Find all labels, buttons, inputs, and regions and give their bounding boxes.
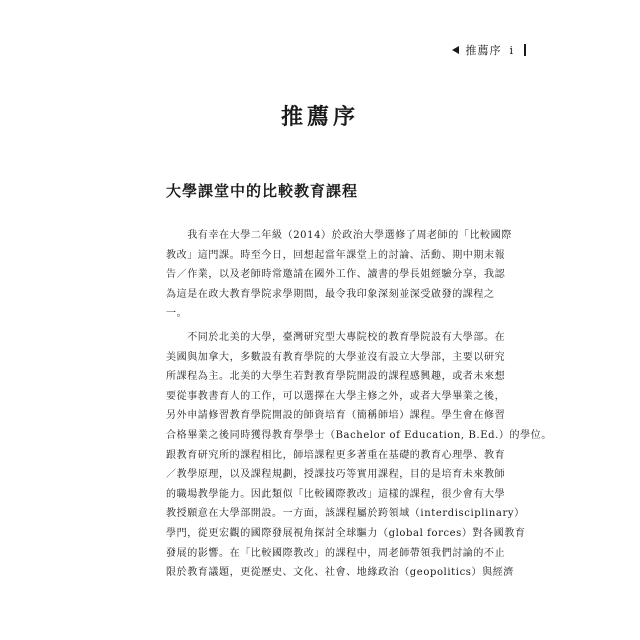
text-line: 要從事教書育人的工作，可以選擇在大學主修之外，或者大學畢業之後， bbox=[166, 390, 506, 402]
text-line: 為這是在政大教育學院求學期間，最令我印象深刻並深受啟發的課程之 bbox=[166, 288, 495, 300]
text-line: 另外申請修習教育學院開設的師資培育（簡稱師培）課程。學生會在修習 bbox=[166, 410, 506, 422]
text-line: 一。 bbox=[166, 308, 188, 320]
running-header bbox=[452, 42, 526, 58]
running-title: 推薦序 bbox=[465, 44, 502, 57]
body-text bbox=[166, 226, 552, 587]
text-line: 限於教育議題，更從歷史、文化、社會、地緣政治（geopolitics）與經濟 bbox=[166, 567, 514, 579]
text-line: 發展的影響。在「比較國際教改」的課程中，周老師帶領我們討論的不止 bbox=[166, 547, 506, 559]
page-title: 推薦序 bbox=[280, 105, 359, 130]
text-line: 學門，從更宏觀的國際發展視角探討全球驅力（global forces）對各國教育 bbox=[166, 527, 526, 539]
paragraph bbox=[166, 226, 512, 324]
text-line: 的職場教學能力。因此類似「比較國際教改」這樣的課程，很少會有大學 bbox=[166, 488, 506, 500]
paragraph bbox=[166, 328, 552, 583]
text-line: 所課程為主。北美的大學生若對教育學院開設的課程感興趣，或者未來想 bbox=[166, 371, 506, 383]
text-line: 我有幸在大學二年級（2014）於政治大學選修了周老師的「比較國際 bbox=[166, 230, 512, 241]
section-heading: 大學課堂中的比較教育課程 bbox=[166, 182, 359, 200]
text-line: 合格畢業之後同時獲得教育學學士（Bachelor of Education, B.Ed.）的學位。 bbox=[166, 429, 552, 441]
triangle-left-icon bbox=[452, 46, 459, 54]
text-line: 教改」這門課。時至今日，回想起當年課堂上的討論、活動、期中期末報 bbox=[166, 249, 506, 261]
text-line: 美國與加拿大，多數設有教育學院的大學並沒有設立大學部，主要以研究 bbox=[166, 351, 506, 363]
text-line: 不同於北美的大學，臺灣研究型大專院校的教育學院設有大學部。在 bbox=[166, 331, 506, 343]
text-line: 教授願意在大學部開設。一方面，該課程屬於跨領域（interdisciplinary） bbox=[166, 508, 525, 520]
text-line: 告／作業，以及老師時常邀請在國外工作、讀書的學長姐經驗分享，我認 bbox=[166, 269, 506, 281]
text-line: ／教學原理，以及課程規劃，授課技巧等實用課程，目的是培育未來教師 bbox=[166, 469, 506, 481]
text-line: 跟教育研究所的課程相比，師培課程更多著重在基礎的教育心理學、教育 bbox=[166, 449, 506, 461]
page-number: i bbox=[509, 43, 514, 57]
header-rule bbox=[524, 44, 526, 56]
